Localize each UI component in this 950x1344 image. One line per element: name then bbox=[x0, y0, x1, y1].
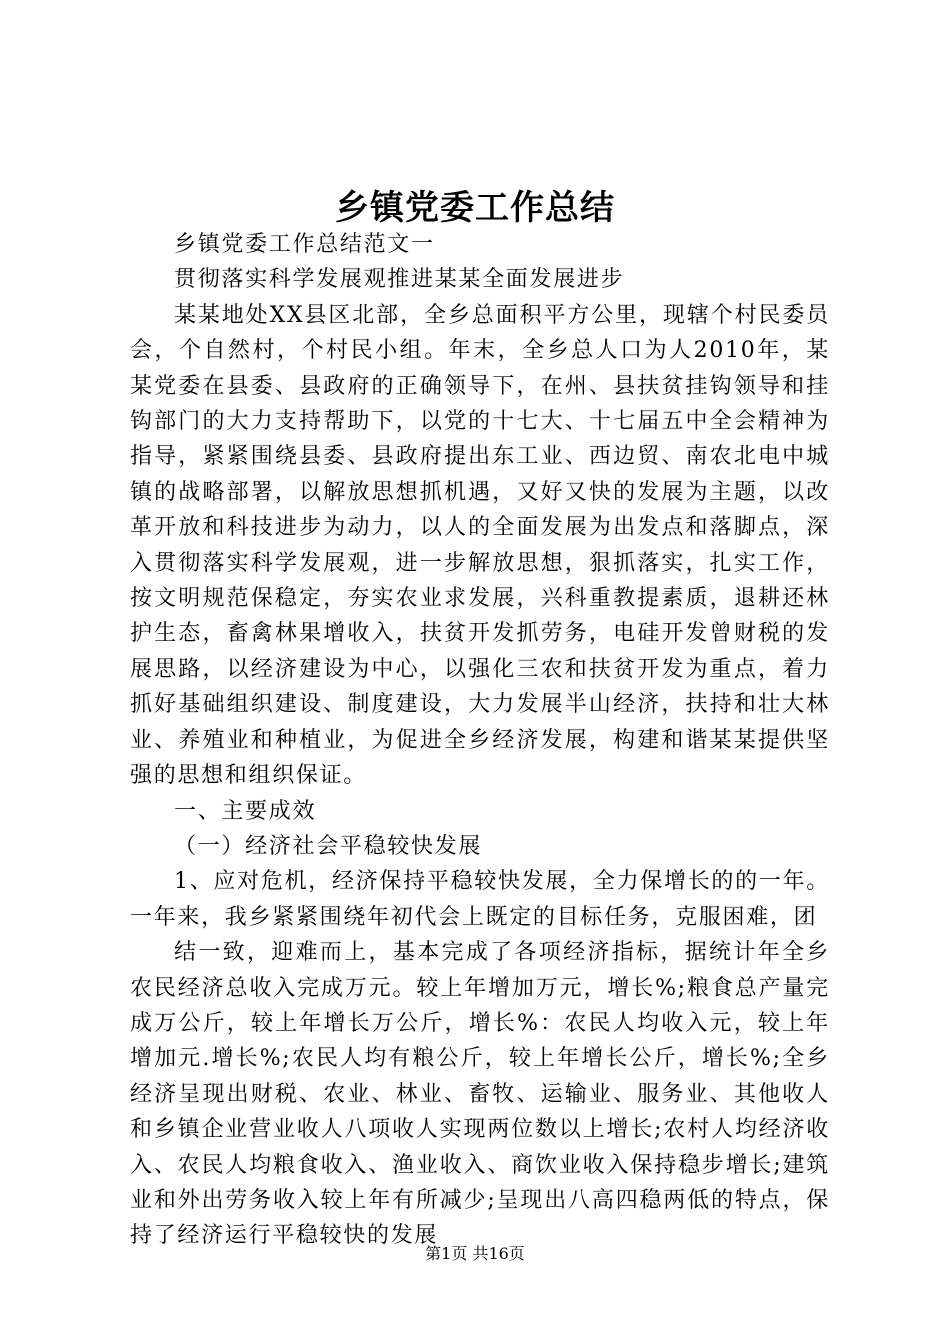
paragraph-subtitle-2: 贯彻落实科学发展观推进某某全面发展进步 bbox=[174, 267, 625, 293]
paragraph-item-1: 1、应对危机，经济保持平稳较快发展，全力保增长的的一年。一年来，我乡紧紧围绕年初代会上既定的目标任务，克服困难，团 bbox=[130, 869, 830, 930]
page-footer: 第1页 共16页 bbox=[425, 1244, 525, 1263]
paragraph-intro: 某某地处XX县区北部，全乡总面积平方公里，现辖个村民委员会，个自然村，个村民小组。年末，全乡总人口为人2010年，某某党委在县委、县政府的正确领导下，在州、县扶贫挂钩领导和挂钩部门的大力支持帮助下，以党的十七大、十七届五中全会精神为指导，紧紧围绕县委、县政府提出东工业、西边贸、南农北电中城镇的战略部署，以解放思想抓机遇，又好又快的发展为主题，以改革开放和科技进步为动力，以人的全面发展为出发点和落脚点，深入贯彻落实科学发展观，进一步解放思想，狠抓落实，扎实工作，按文明规范保稳定，夯实农业求发展，兴科重教提素质，退耕还林护生态，畜禽林果增收入，扶贫开发抓劳务，电硅开发曾财税的发展思路，以经济建设为中心，以强化三农和扶贫开发为重点，着力抓好基础组织建设、制度建设，大力发展半山经济，扶持和壮大林业、养殖业和种植业，为促进全乡经济发展，构建和谐某某提供坚强的思想和组织保证。 bbox=[130, 302, 830, 789]
document-body bbox=[130, 227, 830, 1254]
paragraph-subtitle-1: 乡镇党委工作总结范文一 bbox=[174, 232, 435, 257]
subsection-heading-economy: （一）经济社会平稳较快发展 bbox=[174, 833, 483, 859]
paragraph-item-1-continued: 结一致，迎难而上，基本完成了各项经济指标，据统计年全乡农民经济总收入完成万元。较上年增加万元，增长%;粮食总产量完成万公斤，较上年增长万公斤，增长%：农民人均收入元，较上年增加元.增长%;农民人均有粮公斤，较上年增长公斤，增长%;全乡经济呈现出财税、农业、林业、畜牧、运输业、服务业、其他收人和乡镇企业营业收人八项收人实现两位数以上增长;农村人均经济收入、农民人均粮食收入、渔业收入、商饮业收入保持稳步增长;建筑业和外出劳务收入较上年有所减少;呈现出八高四稳两低的特点，保持了经济运行平稳较快的发展 bbox=[130, 940, 830, 1249]
document-title: 乡镇党委工作总结 bbox=[335, 188, 615, 228]
section-heading-main-results: 一、主要成效 bbox=[174, 798, 317, 824]
